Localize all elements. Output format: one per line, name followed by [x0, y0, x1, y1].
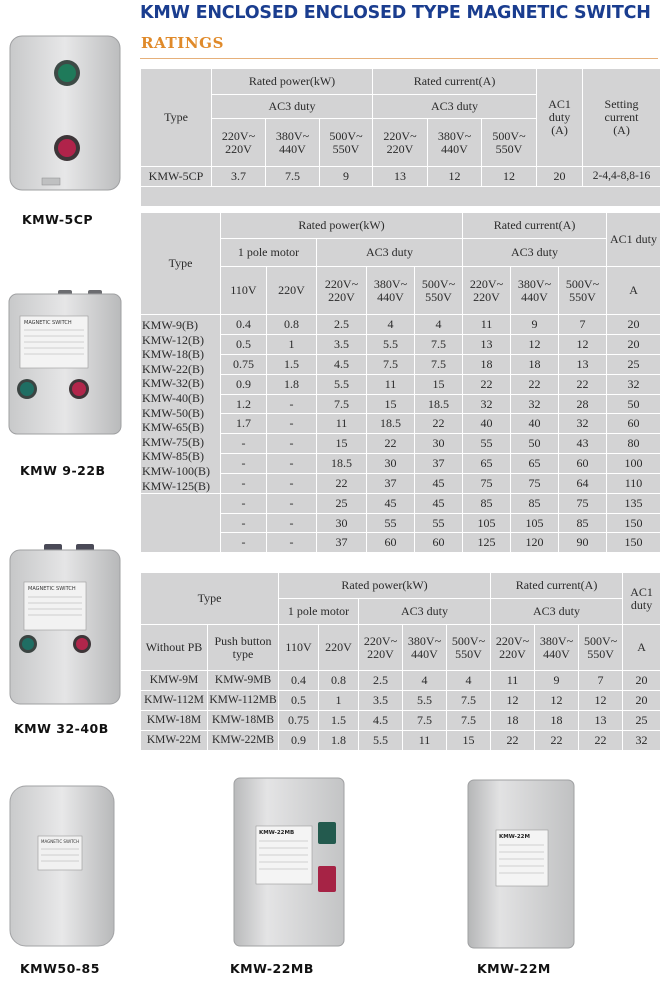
- ratings-table-kmw-9-125b: [140, 212, 660, 553]
- table-cell: 60: [415, 533, 463, 553]
- type-header: Type: [141, 573, 279, 625]
- table-cell: 125: [463, 533, 511, 553]
- table-cell: 32: [623, 731, 660, 751]
- table-cell: KMW-112M: [141, 691, 208, 711]
- table-cell: 18.5: [317, 454, 367, 474]
- voltage-header: 500V~ 550V: [482, 119, 537, 167]
- table-cell: 18: [491, 711, 535, 731]
- table-cell: -: [267, 513, 317, 533]
- device-label-text: MAGNETIC SWITCH: [28, 586, 76, 592]
- table-cell: 7.5: [447, 691, 491, 711]
- table-cell: 50: [511, 434, 559, 454]
- table-cell: 12: [511, 334, 559, 354]
- spacer-row: [141, 187, 660, 207]
- table-cell: 45: [415, 474, 463, 494]
- table-cell: KMW-22MB: [208, 731, 279, 751]
- type-header: Type: [141, 69, 212, 167]
- table-cell: 11: [403, 731, 447, 751]
- table-cell: 22: [367, 434, 415, 454]
- table-cell: 65: [511, 454, 559, 474]
- product-label-kmw-22m: KMW-22M: [477, 961, 551, 976]
- unit-header: A: [607, 267, 660, 315]
- rated-power-header: Rated power(kW): [212, 69, 373, 95]
- table-cell: 2-4,4-8,8-16: [583, 167, 660, 187]
- ac1-duty-header: AC1 duty: [623, 573, 660, 625]
- table-cell: 4: [367, 315, 415, 335]
- table-cell: 20: [623, 691, 660, 711]
- product-label-kmw50-85: KMW50-85: [20, 961, 100, 976]
- table-cell: 4: [415, 315, 463, 335]
- table-cell: 45: [367, 494, 415, 514]
- rated-current-header: Rated current(A): [373, 69, 537, 95]
- table-cell: -: [267, 474, 317, 494]
- voltage-header: 220V~ 220V: [491, 625, 535, 671]
- table-cell: 22: [559, 374, 607, 394]
- table-cell: 7.5: [367, 354, 415, 374]
- table-cell: 30: [367, 454, 415, 474]
- table-row: [141, 671, 660, 691]
- rated-power-header: Rated power(kW): [221, 213, 463, 239]
- table-cell: 60: [607, 414, 660, 434]
- table-cell: 25: [317, 494, 367, 514]
- without-pb-header: Without PB: [141, 625, 208, 671]
- table-cell: 22: [511, 374, 559, 394]
- table-cell: 11: [317, 414, 367, 434]
- one-pole-motor-header: 1 pole motor: [221, 239, 317, 267]
- table-cell: 22: [535, 731, 579, 751]
- table-cell: 60: [559, 454, 607, 474]
- table-cell: 13: [579, 711, 623, 731]
- table-cell: -: [267, 533, 317, 553]
- table-cell: 20: [607, 334, 660, 354]
- table-cell: 22: [415, 414, 463, 434]
- product-photo-kmw-22mb: [228, 774, 350, 950]
- table-cell: 3.5: [359, 691, 403, 711]
- table-cell: 1.5: [267, 354, 317, 374]
- table-cell: 0.9: [221, 374, 267, 394]
- table-cell: KMW-112MB: [208, 691, 279, 711]
- table-cell: 3.5: [317, 334, 367, 354]
- table-cell: 0.75: [279, 711, 319, 731]
- table-cell: 12: [559, 334, 607, 354]
- table-cell: 4: [403, 671, 447, 691]
- device-label-text: MAGNETIC SWITCH: [24, 320, 72, 326]
- voltage-header: 380V~ 440V: [367, 267, 415, 315]
- voltage-header: 380V~ 440V: [535, 625, 579, 671]
- table-cell: 85: [511, 494, 559, 514]
- table-cell: 9: [511, 315, 559, 335]
- table-cell: 1.2: [221, 394, 267, 414]
- voltage-header: 220V~ 220V: [463, 267, 511, 315]
- table-cell: 0.5: [279, 691, 319, 711]
- table-cell: 9: [320, 167, 373, 187]
- table-cell: 13: [463, 334, 511, 354]
- ratings-table-kmw-5cp: [140, 68, 660, 207]
- table-cell: -: [221, 533, 267, 553]
- voltage-header: 500V~ 550V: [447, 625, 491, 671]
- table-cell: 75: [463, 474, 511, 494]
- table-cell: -: [267, 414, 317, 434]
- table-cell: 75: [559, 494, 607, 514]
- table-cell: 12: [482, 167, 537, 187]
- table-cell: 50: [607, 394, 660, 414]
- table-cell: 1.8: [319, 731, 359, 751]
- table-cell: 0.5: [221, 334, 267, 354]
- table-cell: 32: [559, 414, 607, 434]
- table-cell: 18: [463, 354, 511, 374]
- table-row: [141, 691, 660, 711]
- table-cell: 55: [415, 513, 463, 533]
- table-cell: 25: [607, 354, 660, 374]
- voltage-header: 380V~ 440V: [266, 119, 320, 167]
- table-cell: 120: [511, 533, 559, 553]
- table-cell: 32: [463, 394, 511, 414]
- table-row: [141, 731, 660, 751]
- table-cell: 9: [535, 671, 579, 691]
- type-header: Type: [141, 213, 221, 315]
- table-cell: 5.5: [403, 691, 447, 711]
- table-cell: -: [267, 394, 317, 414]
- table-cell: 0.9: [279, 731, 319, 751]
- product-photo-kmw-32-40b: [6, 542, 126, 708]
- table-cell: 30: [317, 513, 367, 533]
- table-cell: 0.75: [221, 354, 267, 374]
- table-cell: 150: [607, 533, 660, 553]
- ratings-table-kmw-m-series: [140, 572, 660, 751]
- table-cell: KMW-22M: [141, 731, 208, 751]
- table-cell: 1.7: [221, 414, 267, 434]
- table-cell: KMW-9MB: [208, 671, 279, 691]
- table-cell: 22: [463, 374, 511, 394]
- ac3-duty-header: AC3 duty: [463, 239, 607, 267]
- table-cell: 5.5: [367, 334, 415, 354]
- voltage-header: 220V~ 220V: [373, 119, 428, 167]
- table-cell: 4: [447, 671, 491, 691]
- title-divider: [140, 58, 658, 59]
- table-row: [141, 711, 660, 731]
- section-subtitle: RATINGS: [141, 34, 225, 52]
- table-cell: 25: [623, 711, 660, 731]
- table-cell: 20: [607, 315, 660, 335]
- table-cell: 20: [537, 167, 583, 187]
- table-cell: 15: [415, 374, 463, 394]
- voltage-header: 500V~ 550V: [579, 625, 623, 671]
- table-cell: KMW-9M: [141, 671, 208, 691]
- table-row: [141, 494, 660, 514]
- table-cell: 85: [559, 513, 607, 533]
- voltage-header: 220V~ 220V: [317, 267, 367, 315]
- table-cell: 13: [373, 167, 428, 187]
- product-label-kmw-32-40b: KMW 32-40B: [14, 721, 109, 736]
- setting-current-header: Setting current (A): [583, 69, 660, 167]
- table-cell: 7: [579, 671, 623, 691]
- rated-current-header: Rated current(A): [463, 213, 607, 239]
- table-cell: 37: [415, 454, 463, 474]
- table-cell: 18.5: [367, 414, 415, 434]
- table-cell: 11: [367, 374, 415, 394]
- table-cell: 7.5: [403, 711, 447, 731]
- table-cell: 32: [511, 394, 559, 414]
- voltage-header: 500V~ 550V: [415, 267, 463, 315]
- table-cell: 37: [317, 533, 367, 553]
- table-cell: 135: [607, 494, 660, 514]
- table-cell: 32: [607, 374, 660, 394]
- one-pole-motor-header: 1 pole motor: [279, 599, 359, 625]
- table-cell: 65: [463, 454, 511, 474]
- ac1-duty-header: AC1 duty: [607, 213, 660, 267]
- table-cell: 7: [559, 315, 607, 335]
- table-cell: 1.8: [267, 374, 317, 394]
- device-label-text: KMW-22MB: [259, 830, 295, 836]
- table-cell: 110: [607, 474, 660, 494]
- table-cell: 18.5: [415, 394, 463, 414]
- ac3-duty-header: AC3 duty: [212, 95, 373, 119]
- device-label-text: MAGNETIC SWITCH: [41, 839, 80, 844]
- table-cell: 60: [367, 533, 415, 553]
- model-names-cell: KMW-9(B) KMW-12(B) KMW-18(B) KMW-22(B) KMW-32(B) KMW-40(B) KMW-50(B) KMW-65(B) KMW-75(B) KMW-85(B) KMW-100(B) KMW-125(B): [141, 315, 221, 494]
- product-label-kmw-5cp: KMW-5CP: [22, 212, 94, 227]
- table-cell: 12: [535, 691, 579, 711]
- voltage-header: 110V: [279, 625, 319, 671]
- voltage-header: 220V~ 220V: [212, 119, 266, 167]
- table-cell: 12: [491, 691, 535, 711]
- push-button-type-header: Push button type: [208, 625, 279, 671]
- voltage-header: 500V~ 550V: [320, 119, 373, 167]
- table-cell: 0.4: [279, 671, 319, 691]
- table-cell: 18: [535, 711, 579, 731]
- product-photo-kmw-9-22b: [6, 288, 126, 438]
- table-cell: KMW-5CP: [141, 167, 212, 187]
- table-cell: 45: [415, 494, 463, 514]
- table-cell: 40: [463, 414, 511, 434]
- table-cell: 4.5: [359, 711, 403, 731]
- table-cell: 18: [511, 354, 559, 374]
- table-cell: 12: [428, 167, 482, 187]
- table-cell: -: [221, 494, 267, 514]
- table-cell: 55: [367, 513, 415, 533]
- table-cell: 1.5: [319, 711, 359, 731]
- table-cell: 75: [511, 474, 559, 494]
- table-cell: 100: [607, 454, 660, 474]
- table-row: [141, 315, 660, 335]
- ac1-duty-header: AC1 duty (A): [537, 69, 583, 167]
- table-cell: 20: [623, 671, 660, 691]
- ac3-duty-header: AC3 duty: [373, 95, 537, 119]
- table-cell: 90: [559, 533, 607, 553]
- voltage-header: 220V~ 220V: [359, 625, 403, 671]
- page-title: KMW ENCLOSED ENCLOSED TYPE MAGNETIC SWITCH: [140, 3, 651, 23]
- table-cell: 30: [415, 434, 463, 454]
- table-cell: 37: [367, 474, 415, 494]
- table-cell: 1: [267, 334, 317, 354]
- table-cell: 64: [559, 474, 607, 494]
- ac3-duty-header: AC3 duty: [317, 239, 463, 267]
- table-cell: 28: [559, 394, 607, 414]
- table-cell: 7.5: [415, 354, 463, 374]
- table-cell: 5.5: [359, 731, 403, 751]
- table-cell: 0.4: [221, 315, 267, 335]
- table-cell: 150: [607, 513, 660, 533]
- table-cell: 15: [447, 731, 491, 751]
- product-photo-kmw50-85: [4, 782, 120, 950]
- table-cell: 2.5: [359, 671, 403, 691]
- table-cell: 3.7: [212, 167, 266, 187]
- table-cell: 40: [511, 414, 559, 434]
- model-names-cell-empty: [141, 494, 221, 553]
- table-cell: 12: [579, 691, 623, 711]
- table-cell: 22: [579, 731, 623, 751]
- table-cell: 7.5: [447, 711, 491, 731]
- table-cell: 2.5: [317, 315, 367, 335]
- table-cell: 15: [367, 394, 415, 414]
- ac3-duty-header: AC3 duty: [491, 599, 623, 625]
- table-cell: -: [267, 434, 317, 454]
- table-cell: 85: [463, 494, 511, 514]
- product-label-kmw-22mb: KMW-22MB: [230, 961, 314, 976]
- table-cell: 7.5: [415, 334, 463, 354]
- table-cell: 7.5: [317, 394, 367, 414]
- table-cell: 43: [559, 434, 607, 454]
- table-cell: 11: [463, 315, 511, 335]
- unit-header: A: [623, 625, 660, 671]
- rated-current-header: Rated current(A): [491, 573, 623, 599]
- product-photo-kmw-5cp: [6, 30, 124, 196]
- table-cell: KMW-18M: [141, 711, 208, 731]
- table-cell: -: [221, 474, 267, 494]
- table-cell: -: [267, 494, 317, 514]
- table-cell: 11: [491, 671, 535, 691]
- product-photo-kmw-22m: [462, 776, 582, 952]
- voltage-header: 380V~ 440V: [428, 119, 482, 167]
- table-cell: 13: [559, 354, 607, 374]
- table-cell: 22: [317, 474, 367, 494]
- voltage-header: 380V~ 440V: [403, 625, 447, 671]
- device-label-text: KMW-22M: [499, 834, 530, 840]
- table-cell: 55: [463, 434, 511, 454]
- table-cell: 0.8: [267, 315, 317, 335]
- rated-power-header: Rated power(kW): [279, 573, 491, 599]
- table-cell: -: [221, 513, 267, 533]
- table-cell: 0.8: [319, 671, 359, 691]
- voltage-header: 500V~ 550V: [559, 267, 607, 315]
- voltage-header: 220V: [267, 267, 317, 315]
- table-cell: 105: [463, 513, 511, 533]
- table-cell: 15: [317, 434, 367, 454]
- table-cell: -: [221, 454, 267, 474]
- table-cell: 4.5: [317, 354, 367, 374]
- table-cell: 5.5: [317, 374, 367, 394]
- table-cell: 105: [511, 513, 559, 533]
- product-label-kmw-9-22b: KMW 9-22B: [20, 463, 106, 478]
- table-cell: -: [221, 434, 267, 454]
- table-cell: 80: [607, 434, 660, 454]
- voltage-header: 110V: [221, 267, 267, 315]
- ac3-duty-header: AC3 duty: [359, 599, 491, 625]
- table-cell: 22: [491, 731, 535, 751]
- table-cell: 7.5: [266, 167, 320, 187]
- voltage-header: 220V: [319, 625, 359, 671]
- table-cell: KMW-18MB: [208, 711, 279, 731]
- voltage-header: 380V~ 440V: [511, 267, 559, 315]
- table-row: [141, 167, 660, 187]
- table-cell: 1: [319, 691, 359, 711]
- table-cell: -: [267, 454, 317, 474]
